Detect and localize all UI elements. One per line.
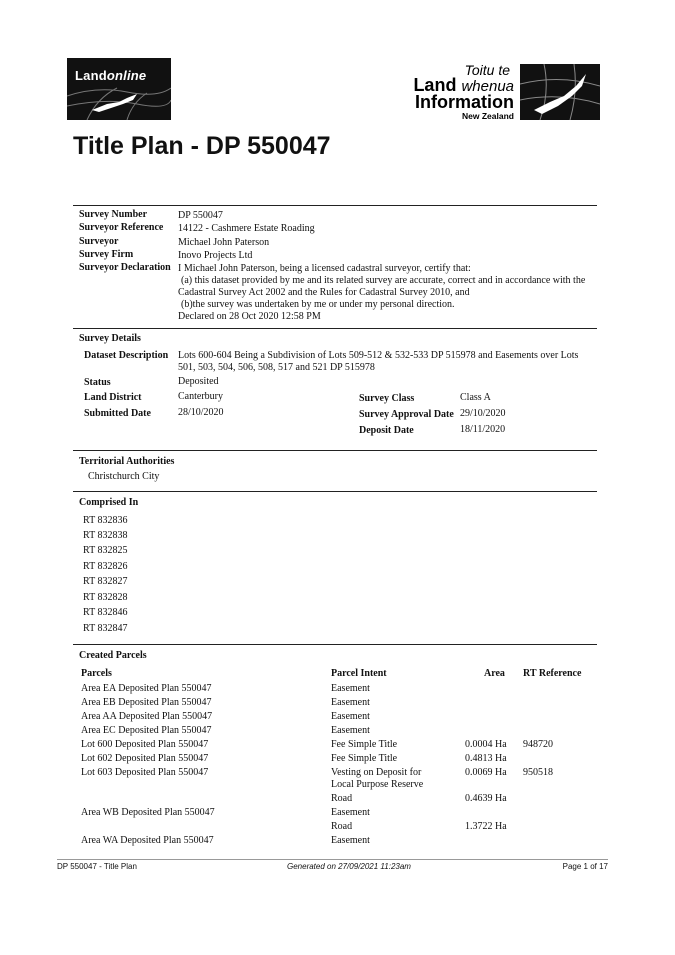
- parcel-intent: Easement: [331, 711, 370, 722]
- comprised-in-item: RT 832827: [83, 576, 128, 587]
- parcel-intent: Easement: [331, 725, 370, 736]
- parcel-name: Area AA Deposited Plan 550047: [81, 711, 213, 722]
- declaration-line: Declared on 28 Oct 2020 12:58 PM: [178, 311, 321, 322]
- parcel-name: Area WA Deposited Plan 550047: [81, 835, 214, 846]
- divider: [73, 644, 597, 645]
- declaration-line: I Michael John Paterson, being a licensed cadastral surveyor, certify that:: [178, 263, 471, 274]
- nz-map-icon: [520, 64, 600, 120]
- surveyor-reference-label: Surveyor Reference: [79, 222, 164, 233]
- territorial-authorities-heading: Territorial Authorities: [79, 456, 175, 467]
- comprised-in-heading: Comprised In: [79, 497, 139, 508]
- parcel-rt-reference: 950518: [523, 767, 553, 778]
- footer-document-name: DP 550047 - Title Plan: [57, 862, 137, 871]
- declaration-line: Cadastral Survey Act 2002 and the Rules for Cadastral Survey 2010, and: [178, 287, 470, 298]
- dataset-description-line: Lots 600-604 Being a Subdivision of Lots 509-512 & 532-533 DP 515978 and Easements over Lots: [178, 350, 579, 361]
- survey-class-value: Class A: [460, 392, 491, 403]
- surveyor-label: Surveyor: [79, 236, 119, 247]
- submitted-date-value: 28/10/2020: [178, 407, 224, 418]
- parcel-name: Area WB Deposited Plan 550047: [81, 807, 215, 818]
- survey-number-label: Survey Number: [79, 209, 148, 220]
- surveyor-reference-value: 14122 - Cashmere Estate Roading: [178, 223, 315, 234]
- submitted-date-label: Submitted Date: [84, 408, 151, 419]
- survey-approval-date-label: Survey Approval Date: [359, 409, 454, 420]
- comprised-in-item: RT 832826: [83, 561, 128, 572]
- divider: [73, 328, 597, 329]
- parcel-name: Lot 603 Deposited Plan 550047: [81, 767, 209, 778]
- declaration-line: (b)the survey was undertaken by me or under my personal direction.: [181, 299, 455, 310]
- page-footer: [57, 859, 608, 871]
- surveyor-value: Michael John Paterson: [178, 237, 270, 248]
- parcel-name: Area EB Deposited Plan 550047: [81, 697, 212, 708]
- parcel-area: 0.4813 Ha: [465, 753, 507, 764]
- deposit-date-value: 18/11/2020: [460, 424, 506, 435]
- divider: [73, 450, 597, 451]
- surveyor-declaration-label: Surveyor Declaration: [79, 262, 171, 273]
- parcel-rt-reference: 948720: [523, 739, 553, 750]
- parcel-intent: Easement: [331, 807, 370, 818]
- linz-logo-line4: New Zealand: [462, 111, 514, 121]
- parcel-name: Area EC Deposited Plan 550047: [81, 725, 212, 736]
- land-district-label: Land District: [84, 392, 142, 403]
- created-parcels-heading: Created Parcels: [79, 650, 147, 661]
- parcel-intent-column-header: Parcel Intent: [331, 668, 387, 679]
- territorial-authority-value: Christchurch City: [88, 471, 160, 482]
- survey-class-label: Survey Class: [359, 393, 415, 404]
- footer-generated-timestamp: Generated on 27/09/2021 11:23am: [287, 862, 411, 871]
- parcel-name: Lot 602 Deposited Plan 550047: [81, 753, 209, 764]
- parcel-intent: Fee Simple Title: [331, 739, 398, 750]
- comprised-in-item: RT 832836: [83, 515, 128, 526]
- survey-number-value: DP 550047: [178, 210, 223, 221]
- parcel-intent: Fee Simple Title: [331, 753, 398, 764]
- parcel-area: 0.0069 Ha: [465, 767, 507, 778]
- parcel-intent: Road: [331, 793, 353, 804]
- parcel-area: 0.4639 Ha: [465, 793, 507, 804]
- parcel-name: Area EA Deposited Plan 550047: [81, 683, 212, 694]
- parcel-intent: Road: [331, 821, 353, 832]
- comprised-in-item: RT 832828: [83, 592, 128, 603]
- parcel-intent-continued: Local Purpose Reserve: [331, 779, 424, 790]
- parcels-column-header: Parcels: [81, 668, 112, 679]
- linz-logo: [410, 62, 600, 124]
- parcel-area: 0.0004 Ha: [465, 739, 507, 750]
- page-title: Title Plan - DP 550047: [73, 132, 331, 160]
- parcel-intent: Easement: [331, 835, 370, 846]
- parcel-area: 1.3722 Ha: [465, 821, 507, 832]
- dataset-description-label: Dataset Description: [84, 350, 169, 361]
- survey-details-heading: Survey Details: [79, 333, 141, 344]
- comprised-in-item: RT 832846: [83, 607, 128, 618]
- landonline-logo: [67, 58, 171, 120]
- landonline-wordmark: Landonline: [75, 68, 147, 83]
- dataset-description-line: 501, 503, 504, 506, 508, 517 and 521 DP 515978: [178, 362, 375, 373]
- comprised-in-item: RT 832847: [83, 623, 128, 634]
- declaration-line: (a) this dataset provided by me and its related survey are accurate, correct and in accordance with the: [181, 275, 586, 286]
- area-column-header: Area: [484, 668, 505, 679]
- deposit-date-label: Deposit Date: [359, 425, 414, 436]
- divider: [73, 205, 597, 206]
- status-label: Status: [84, 377, 111, 388]
- parcel-intent: Easement: [331, 697, 370, 708]
- parcel-name: Lot 600 Deposited Plan 550047: [81, 739, 209, 750]
- survey-approval-date-value: 29/10/2020: [460, 408, 506, 419]
- survey-firm-value: Inovo Projects Ltd: [178, 250, 253, 261]
- linz-logo-line1: Toitu te: [464, 62, 510, 78]
- status-value: Deposited: [178, 376, 219, 387]
- parcel-intent: Vesting on Deposit for: [331, 767, 422, 778]
- comprised-in-item: RT 832838: [83, 530, 128, 541]
- divider: [73, 491, 597, 492]
- survey-firm-label: Survey Firm: [79, 249, 134, 260]
- footer-divider: [57, 859, 608, 860]
- footer-page-number: Page 1 of 17: [562, 862, 608, 871]
- linz-logo-line2: Land whenua: [413, 75, 514, 95]
- parcel-intent: Easement: [331, 683, 370, 694]
- land-district-value: Canterbury: [178, 391, 223, 402]
- linz-logo-line3: Information: [415, 92, 514, 112]
- rt-reference-column-header: RT Reference: [523, 668, 582, 679]
- comprised-in-item: RT 832825: [83, 545, 128, 556]
